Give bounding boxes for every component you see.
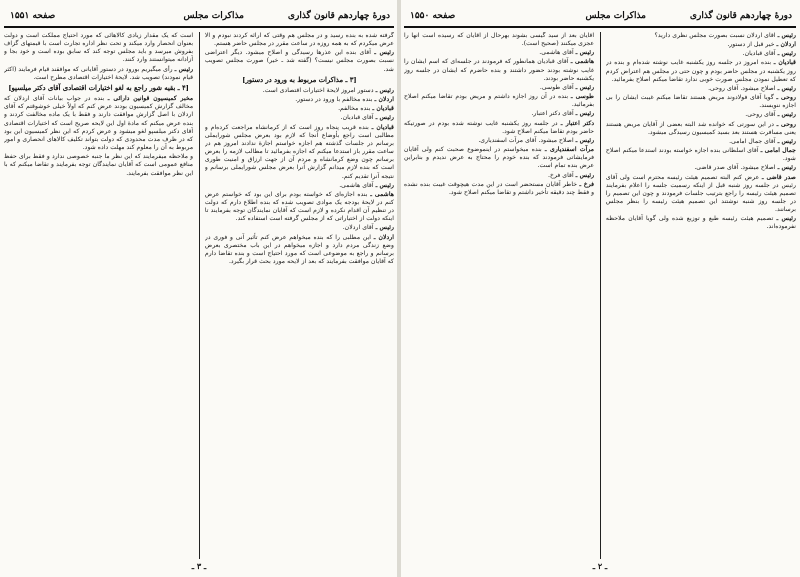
speech-paragraph — [205, 87, 394, 95]
speech-paragraph — [404, 84, 594, 92]
speaker-name: رئیس ـ — [575, 49, 595, 57]
speech-paragraph — [404, 93, 594, 109]
speech-text: بنده مخالفم. — [338, 105, 371, 113]
speech-text: آقای فرخ. — [547, 171, 574, 179]
speech-text: آقای طوسی. — [539, 83, 574, 91]
speaker-name: اردلان ـ — [373, 233, 394, 241]
speech-text: آقای جمال امامی. — [729, 137, 776, 145]
speaker-name: رئیس ـ — [375, 114, 394, 122]
speech-paragraph — [404, 110, 594, 118]
speech-text: و ملاحظه میفرمایند که این نظر ما جنبه خصوصی ندارد و فقط برای حفظ منافع عمومی است که آقایان نمایندگان توجه بفرمایند و تقاضا میکنم که با این نظر موافقت بفرمایند. — [4, 153, 194, 177]
speech-paragraph — [4, 32, 193, 65]
left-header-journal: دورهٔ چهاردهم قانون گذاری — [287, 11, 390, 21]
right-header-section: مذاکرات مجلس — [585, 11, 646, 21]
speech-paragraph — [205, 96, 394, 104]
speech-text: آقای هاشمی. — [339, 181, 374, 189]
speech-text: آقای روحی. — [745, 111, 776, 119]
speech-paragraph — [205, 105, 394, 113]
speech-paragraph — [606, 121, 796, 137]
left-page-column-1 — [205, 32, 394, 559]
speech-paragraph — [4, 95, 193, 152]
speech-paragraph — [205, 114, 394, 122]
left-page-columns — [4, 32, 394, 559]
speech-paragraph — [606, 41, 796, 49]
speaker-name: رئیس ـ — [777, 32, 796, 39]
speech-paragraph — [404, 137, 594, 145]
speech-paragraph — [404, 146, 594, 170]
speaker-name: فرخ ـ — [579, 180, 595, 188]
speech-paragraph — [606, 111, 796, 119]
right-page-footer: ـ ۲ ـ — [592, 561, 608, 571]
speech-text: آقای اسلطانی بنده اجازه خواسته بودند استدعا میکنم اصلاح شود. — [605, 147, 796, 163]
speech-text: آقای دکتر اعتبار. — [531, 110, 574, 118]
speech-text: بنده اجازه‌ای که خواسته بودم برای این بود که خواستم عرض کنم در لایحهٔ بودجه یک موادی تصویب شده که بنده اطلاع دارم که دولت در تنظیم آن اقدام نکرده و لازم است که آقایان نمایندگان توجه بفرمایند تا اینکه دولت از اختیاراتی که از مجلس گرفته است استفاده کند. — [204, 190, 394, 223]
speech-text: بنده میخواستم در اینموضوع صحبت کنم ولی آقایان فرمایشاتی فرمودند که بنده خودم را محتاج به عرض ندیدم و بنابراین عرض بنده تمام است. — [404, 146, 595, 170]
speech-paragraph — [205, 49, 394, 73]
speech-paragraph — [606, 32, 796, 40]
speech-text: این مطلبی را که بنده میخواهم عرض کنم تأثیر آنی و فوری در وضع زندگی مردم دارد و اجازه میخواهم در این باب مختصری بعرض برسانم و راجع به موضوعی است که مورد احتیاج است و بنده تقاضا دارم که آقایان موافقت بفرمایند که بعد از لایحه مورد بحث قرار بگیرد. — [204, 233, 394, 266]
speech-text: آقایان بعد از سید گیسی بشوند بهرحال از آقایان که رسیده است آنها را عجزی میکنند (صحیح است). — [404, 32, 595, 48]
speech-paragraph — [404, 181, 594, 197]
speech-paragraph — [205, 32, 394, 48]
speaker-name: رئیس ـ — [375, 224, 394, 232]
left-header-section: مذاکرات مجلس — [183, 11, 244, 21]
speaker-name: رئیس ـ — [777, 164, 796, 172]
right-header-journal: دورهٔ چهاردهم قانون گذاری — [689, 11, 792, 21]
speech-paragraph — [404, 172, 594, 180]
speaker-name: هاشمی ـ — [570, 58, 595, 66]
speech-paragraph — [606, 147, 796, 163]
speech-paragraph — [606, 85, 796, 93]
speech-text: عرض کنم البته تصمیم هیئت رئیسه محترم است ولی آقای رئیس در جلسه روز شنبه قبل از اینکه رسمیت جلسه را اعلام بفرمایند تصمیم هیئت رئیسه را راجع بترتیب جلسات فرمودند و چون این تصمیم را در جلسه روز شنبه نوشتند این تصمیم هیئت رئیسه را بنظر مجلس برسانند. — [605, 173, 796, 214]
speech-text: آقای قبادیان. — [340, 114, 374, 122]
speaker-name: اردلان ـ — [374, 96, 394, 104]
speaker-name: رئیس ـ — [777, 84, 796, 92]
speech-paragraph — [606, 215, 796, 231]
speech-text: دستور امروز لایحهٔ اختیارات اقتصادی است. — [262, 86, 374, 94]
speech-text: آقای قبادیان همانطور که فرمودند در جلسه‌ای که اسم ایشان را غایب نوشته بودند حضور داشتند و بنده حاضرم که ایشان در جلسه روز یکشنبه حاضر بودند. — [404, 58, 595, 82]
speech-paragraph — [404, 58, 594, 82]
speech-text: است که یک مقدار زیادی کالاهائی که مورد احتیاج مملکت است و دولت بعنوان انحصار وارد میکند و تحت نظر اداره تجارت است با قیمتهای گزاف بفروش میرسد و باید مجلس توجه کند که سابق بوده است و خود بجا و آزادانه میتوانستند وارد کنند. — [4, 32, 194, 64]
speaker-name: رئیس ـ — [375, 86, 394, 94]
right-page — [404, 4, 796, 573]
speech-paragraph — [606, 59, 796, 83]
speech-text: آقای قبادیان. — [742, 50, 776, 58]
speech-paragraph — [606, 174, 796, 215]
speaker-name: رئیس ـ — [575, 171, 595, 179]
speaker-name: رئیس ـ — [575, 136, 595, 144]
speech-text: بنده مخالفم با ورود در دستور. — [295, 96, 373, 104]
speech-text: خیر قبل از دستور. — [727, 41, 775, 49]
left-page-column-2 — [4, 32, 193, 559]
speech-text: آقای هاشمی. — [539, 49, 574, 57]
speech-paragraph — [205, 234, 394, 267]
speech-text: اصلاح میشود. آقای صدر قاضی. — [694, 164, 776, 172]
speech-paragraph — [4, 66, 193, 82]
speech-text: در جلسه روز یکشنبه غایب نوشته شده بودم در صورتیکه حاضر بودم تقاضا میکنم اصلاح شود. — [404, 119, 595, 135]
speaker-name: اردلان ـ — [776, 41, 796, 49]
speaker-name: رئیس ـ — [174, 65, 194, 73]
left-page — [4, 4, 394, 573]
speech-text: خاطر آقایان مستحضر است در این مدت هیچوقت غیبت بنده نشده و فقط چند دقیقه تأخیر داشتم و تقاضا میکنم اصلاح شود. — [404, 180, 595, 196]
speech-text: بنده در جواب بیانات آقای اردلان که مخالف گزارش کمیسیون بودند عرض کنم که اولاً خیلی خوشوقتم که آقای اردلان با اصل گزارش موافقت دارند و فقط با یک ماده مخالفت کردند و بنده عرض میکنم که مادهٔ اول این لایحه صریح است که اختیارات اقتصادی آقای دکتر میلسپو لغو میشود و عرض کردم که این نظر کمیسیون این بود که در ظرف مدت محدودی که دولت بتواند تکلیف کالاهای انحصاری و امور مربوط به آن را معلوم کند مهلت داده شود. — [4, 95, 194, 152]
speaker-name: صدر قاضی ـ — [761, 173, 796, 181]
speech-paragraph — [606, 50, 796, 58]
speaker-name: رئیس ـ — [777, 137, 796, 145]
speech-paragraph — [606, 138, 796, 146]
section-title: [۴ ـ بقیه شور راجع به لغو اختیارات اقتصادی آقای دکتر میلسپو] — [8, 83, 189, 92]
speech-text: گرفته شده به بنده رسید و در مجلس هم وقتی که ارائه کردند نبودم و الا عرض میکردم که به همه روزه در ساعت مقرر در مجلس حاضر هستم. — [204, 32, 394, 48]
speaker-name: رئیس ـ — [375, 181, 394, 189]
left-page-header — [4, 4, 394, 28]
section-title: [۳ ـ مذاکرات مربوط به ورود در دستور] — [242, 75, 357, 84]
left-header-page-number: صفحه ۱۵۵۱ — [10, 11, 56, 21]
right-page-columns — [404, 32, 796, 559]
speaker-name: رئیس ـ — [777, 111, 796, 119]
right-page-column-2 — [404, 32, 594, 559]
speech-text: بنده امروز در جلسه روز یکشنبه غایب نوشته شده‌ام و بنده در روز یکشنبه در مجلس حاضر بودم و چون حتی در مجلس هم اعتراض کردم که تعطیل نمودن مجلس صورت خوبی ندارد تقاضا میکنم اصلاح بفرمائید. — [605, 59, 796, 83]
speech-paragraph — [404, 32, 594, 48]
speaker-name: رئیس ـ — [777, 50, 796, 58]
speech-paragraph — [404, 49, 594, 57]
speaker-name: مخبر کمیسیون قوانین دارائی ـ — [107, 95, 194, 103]
column-rule — [600, 32, 601, 559]
speech-paragraph — [205, 224, 394, 232]
speech-text: آقای بنده این عذرها رسیدگی و اصلاح میشود. دیگر اعتراضی نسبت بصورت مجلس نیست؟ (گفته شد ـ خیر) صورت مجلس تصویب شد. — [204, 49, 394, 73]
speaker-name: رئیس ـ — [776, 215, 796, 223]
speech-text: رأی میگیریم بورود در دستور آقایانی که موافقند قیام فرمایند (اکثر قیام نمودند) تصویب شد. لایحهٔ اختیارات اقتصادی مطرح است. — [4, 65, 194, 81]
book-gutter — [397, 0, 401, 577]
speaker-name: رئیس ـ — [374, 49, 394, 57]
speaker-name: قبادیان ـ — [372, 105, 394, 113]
speaker-name: روحی ـ — [776, 120, 796, 128]
speech-text: اصلاح میشود. آقای مرآت اسفندیاری. — [478, 136, 574, 144]
speech-paragraph — [205, 182, 394, 190]
speaker-name: قبادیان ـ — [371, 123, 394, 131]
column-rule — [199, 32, 200, 559]
speech-text: آقای اردلان نسبت بصورت مجلس نظری دارید؟ — [654, 32, 776, 39]
right-header-page-number: صفحه ۱۵۵۰ — [410, 11, 456, 21]
speech-text: بنده در آن روز اجازه داشتم و مریض بودم تقاضا میکنم اصلاح بفرمائید. — [404, 93, 595, 109]
speech-paragraph — [4, 153, 193, 177]
speaker-name: رئیس ـ — [575, 110, 595, 118]
speech-paragraph — [606, 94, 796, 110]
speaker-name: دکتر اعتبار ـ — [560, 119, 595, 127]
speaker-name: هاشمی ـ — [370, 190, 394, 198]
speech-text: آقای اردلان. — [342, 224, 374, 232]
speaker-name: رئیس ـ — [575, 83, 595, 91]
speech-text: بنده قریب پنجاه روز است که از کرمانشاه مراجعت کرده‌ام و مطالبی است راجع بأوضاع آنجا که لازم بود بعرض مجلس شورایملی برسانم در جلسات گذشته هم اجازه خواستم اجازهٔ ندادند امروز هم در ساعت مقرر باز استدعا میکنم که اجازه بفرمائید تا مطالب لازمه را بعرض برسانم چون وضع کرمانشاه و مردم آن از جهت ارزاق و امنیت طوری است که بنده لازم میدانم گزارش آنرا بعرض مجلس شورایملی برسانم و نتیجه آنرا تقدیم کنم. — [204, 123, 394, 180]
right-page-column-1 — [606, 32, 796, 559]
speech-text: اصلاح میشود. آقای روحی. — [708, 84, 776, 92]
speech-text: گویا آقای فولادوند مریض هستند تقاضا میکنم غیبت ایشان را بی اجازه ننویسند. — [605, 94, 796, 110]
speech-text: تصمیم هیئت رئیسه طبع و توزیع شده ولی گویا آقایان ملاحظه نفرموده‌اند. — [605, 215, 796, 231]
speech-paragraph — [404, 120, 594, 136]
speech-text: در این سورتی که خوانده شد البته بعضی از آقایان مریض هستند یعنی مسافرت هستند بعد بسید کمیسیون رسیدگی میشود. — [605, 120, 796, 136]
speech-paragraph — [606, 164, 796, 172]
speaker-name: روحی ـ — [776, 94, 796, 102]
speaker-name: طوسی ـ — [570, 93, 595, 101]
speaker-name: قبادیان ـ — [773, 59, 796, 67]
speaker-name: جمال امامی ـ — [760, 147, 796, 155]
left-page-footer: ـ ۳ ـ — [191, 561, 207, 571]
speech-paragraph — [205, 191, 394, 224]
speech-paragraph — [205, 124, 394, 181]
speaker-name: مرآت اسفندیاری ـ — [544, 146, 595, 154]
right-page-header — [404, 4, 796, 28]
